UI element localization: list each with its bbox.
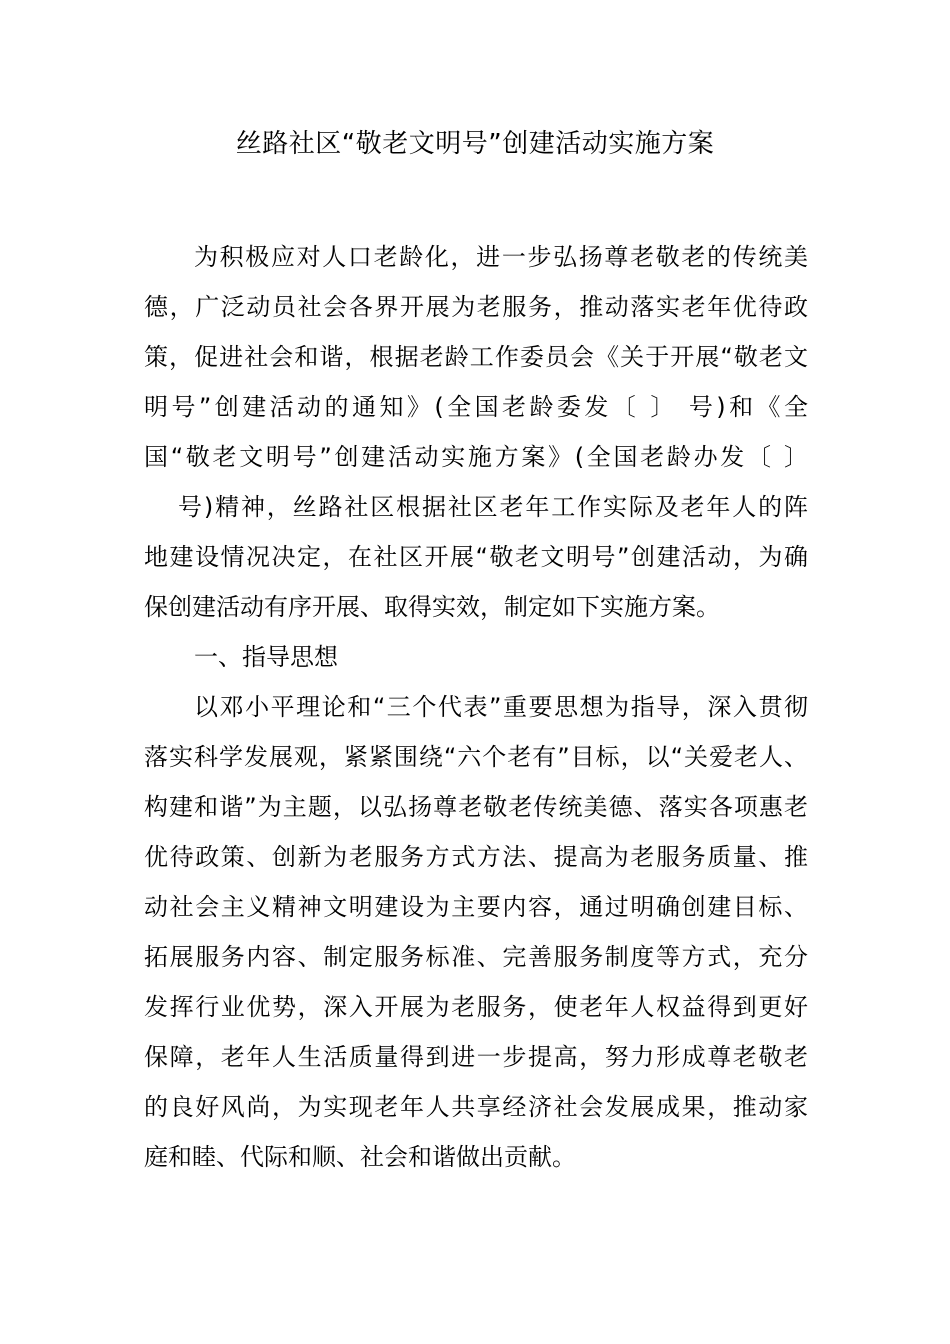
paragraph-line: 策，促进社会和谐，根据老龄工作委员会《关于开展“敬老文 — [144, 343, 808, 371]
paragraph-line: 以邓小平理论和“三个代表”重要思想为指导，深入贯彻 — [194, 693, 808, 721]
paragraph-line: 为积极应对人口老龄化，进一步弘扬尊老敬老的传统美 — [194, 243, 808, 271]
section-heading — [144, 632, 808, 682]
paragraph-line: 的良好风尚，为实现老年人共享经济社会发展成果，推动家 — [144, 1093, 808, 1121]
paragraph-line: 优待政策、创新为老服务方式方法、提高为老服务质量、推 — [144, 843, 808, 871]
paragraph-line: 保障，老年人生活质量得到进一步提高，努力形成尊老敬老 — [144, 1043, 808, 1071]
section-1-heading: 一、指导思想 — [194, 643, 338, 671]
paragraph-line: 构建和谐”为主题，以弘扬尊老敬老传统美德、落实各项惠老 — [144, 793, 808, 821]
paragraph-line: 发挥行业优势，深入开展为老服务，使老年人权益得到更好 — [144, 993, 808, 1021]
paragraph-line: 号)精神，丝路社区根据社区老年工作实际及老年人的阵 — [178, 493, 808, 521]
paragraph-line: 庭和睦、代际和顺、社会和谐做出贡献。 — [144, 1143, 576, 1171]
paragraph-line: 拓展服务内容、制定服务标准、完善服务制度等方式，充分 — [144, 943, 808, 971]
section-1-paragraph — [144, 682, 808, 1182]
paragraph-line: 明号”创建活动的通知》(全国老龄委发〔 〕 号)和《全 — [144, 393, 808, 421]
paragraph-line: 地建设情况决定，在社区开展“敬老文明号”创建活动，为确 — [144, 543, 808, 571]
paragraph-line: 保创建活动有序开展、取得实效，制定如下实施方案。 — [144, 593, 720, 621]
document-title: 丝路社区“敬老文明号”创建活动实施方案 — [235, 129, 715, 159]
intro-paragraph — [144, 232, 808, 632]
paragraph-line: 动社会主义精神文明建设为主要内容，通过明确创建目标、 — [144, 893, 808, 921]
paragraph-line: 国“敬老文明号”创建活动实施方案》(全国老龄办发〔 〕 — [144, 443, 808, 471]
paragraph-line: 落实科学发展观，紧紧围绕“六个老有”目标，以“关爱老人、 — [144, 743, 808, 771]
paragraph-line: 德，广泛动员社会各界开展为老服务，推动落实老年优待政 — [144, 293, 808, 321]
